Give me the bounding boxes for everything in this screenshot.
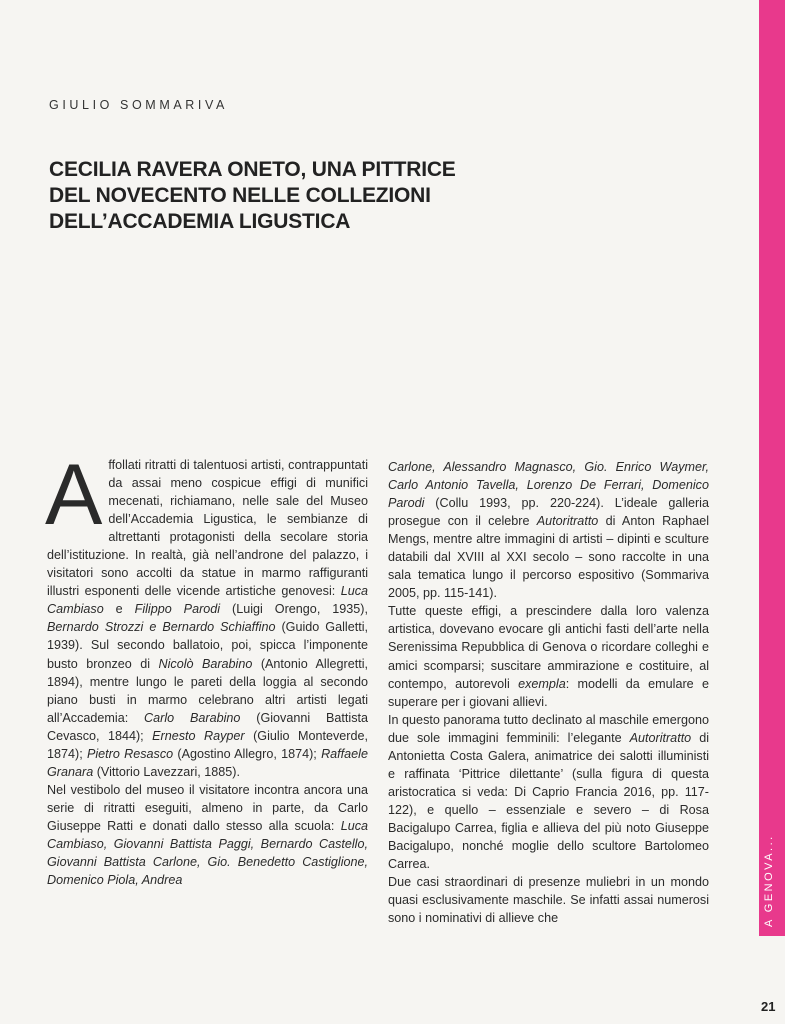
text-run: : modelli da emulare e superare per i giovani allievi. <box>388 676 709 709</box>
text-run: (Antonio Allegretti, 1894), mentre lungo le pareti della loggia al secondo piano busti in marmo celebrano altri artisti legati all’Accademia: <box>47 656 368 725</box>
italic-run: Luca Cambiaso, Giovanni Battista Paggi, Bernardo Castello, Giovanni Battista Carlone, Gio. Benedetto Castiglione, Domenico Piola, Andrea <box>47 818 368 888</box>
paragraph <box>388 458 709 602</box>
section-sidebar <box>759 0 785 936</box>
italic-run: Ernesto Rayper <box>152 728 245 743</box>
text-run: di Antonietta Costa Galera, animatrice dei salotti illuministi e raffinata ‘Pittrice dilettante’ (sulla figura di questa aristocratica si veda: Di Caprio Francia 2016, pp. 117-122), e quello – essenziale e severo – di Rosa Bacigalupo Carrea, figlia e allieva del più noto Giuseppe Bacigalupo, nonché moglie dello scultore Bartolomeo Carrea. <box>388 730 710 872</box>
paragraph <box>388 711 709 873</box>
text-column-right <box>388 458 709 927</box>
text-run: (Vittorio Lavezzari, 1885). <box>93 764 240 779</box>
paragraph <box>47 781 368 889</box>
text-run: (Agostino Allegro, 1874); <box>173 746 322 761</box>
article-title <box>49 157 569 235</box>
section-label: A GENOVA... <box>763 834 775 927</box>
text-run: Due casi straordinari di presenze muliebri in un mondo quasi esclusivamente maschile. Se infatti assai numerosi sono i nominativi di allieve che <box>388 875 709 926</box>
italic-run: Bernardo Strozzi e Bernardo Schiaffino <box>47 620 276 635</box>
text-run: (Collu 1993, pp. 220-224). L’ideale galleria prosegue con il celebre <box>388 496 709 529</box>
paragraph <box>388 602 709 710</box>
italic-run: exempla <box>518 676 566 691</box>
text-run: e <box>103 602 135 617</box>
italic-run: Carlo Barabino <box>144 710 241 725</box>
text-run: Tutte queste effigi, a prescindere dalla loro valenza artistica, dovevano evocare gli antichi fasti dell’arte nella Serenissima Repubblica di Genova o ricordare colleghi e amici scomparsi; suscitare ammirazione e costituire, al contempo, autorevoli <box>388 604 709 691</box>
text-run: (Guido Galletti, 1939). Sul secondo ballatoio, poi, spicca l’imponente busto bronzeo di <box>47 620 368 671</box>
text-run: di Anton Raphael Mengs, mentre altre immagini di artisti – dipinti e sculture databili dal XVIII al XXI secolo – sono raccolte in una sala tematica lungo il percorso espositivo (Sommariva 2005, pp. 115-141). <box>388 514 709 601</box>
author-name: GIULIO SOMMARIVA <box>49 98 228 112</box>
text-run: (Giovanni Battista Cevasco, 1844); <box>47 710 368 743</box>
italic-run: Autoritratto <box>629 730 692 745</box>
italic-run: Nicolò Barabino <box>158 656 253 671</box>
title-line: CECILIA RAVERA ONETO, UNA PITTRICE <box>49 158 456 181</box>
text-run: ffollati ritratti di talentuosi artisti, contrappuntati da assai meno cospicue effigi di munifici mecenati, richiamano, nelle sale del Museo dell’Accademia Ligustica, le sembianze di altrettanti protagonisti della secolare storia dell’istituzione. In realtà, già nell’androne del palazzo, i visitatori sono accolti da statue in marmo raffiguranti illustri esponenti delle vicende artistiche genovesi: <box>47 458 368 599</box>
italic-run: Pietro Resasco <box>86 746 174 761</box>
paragraph <box>45 447 368 781</box>
title-line: DEL NOVECENTO NELLE COLLEZIONI <box>49 184 431 207</box>
text-run: Nel vestibolo del museo il visitatore incontra ancora una serie di ritratti eseguiti, almeno in parte, da Carlo Giuseppe Ratti e donati dallo stesso alla scuola: <box>47 782 368 833</box>
title-line: DELL’ACCADEMIA LIGUSTICA <box>49 210 351 233</box>
drop-cap: A <box>45 447 103 543</box>
italic-run: Raffaele Granara <box>47 746 368 779</box>
text-column-left <box>45 447 368 889</box>
text-run: (Giulio Monteverde, 1874); <box>47 728 368 761</box>
page-number: 21 <box>761 999 776 1014</box>
text-run: In questo panorama tutto declinato al maschile emergono due sole immagini femminili: l’elegante <box>388 712 709 745</box>
italic-run: Carlone, Alessandro Magnasco, Gio. Enrico Waymer, Carlo Antonio Tavella, Lorenzo De Ferrari, Domenico Parodi <box>388 460 709 511</box>
paragraph <box>388 873 709 927</box>
text-run: (Luigi Orengo, 1935), <box>220 602 368 617</box>
italic-run: Filippo Parodi <box>134 602 221 617</box>
italic-run: Autoritratto <box>536 514 599 529</box>
italic-run: Luca Cambiaso <box>47 584 368 617</box>
